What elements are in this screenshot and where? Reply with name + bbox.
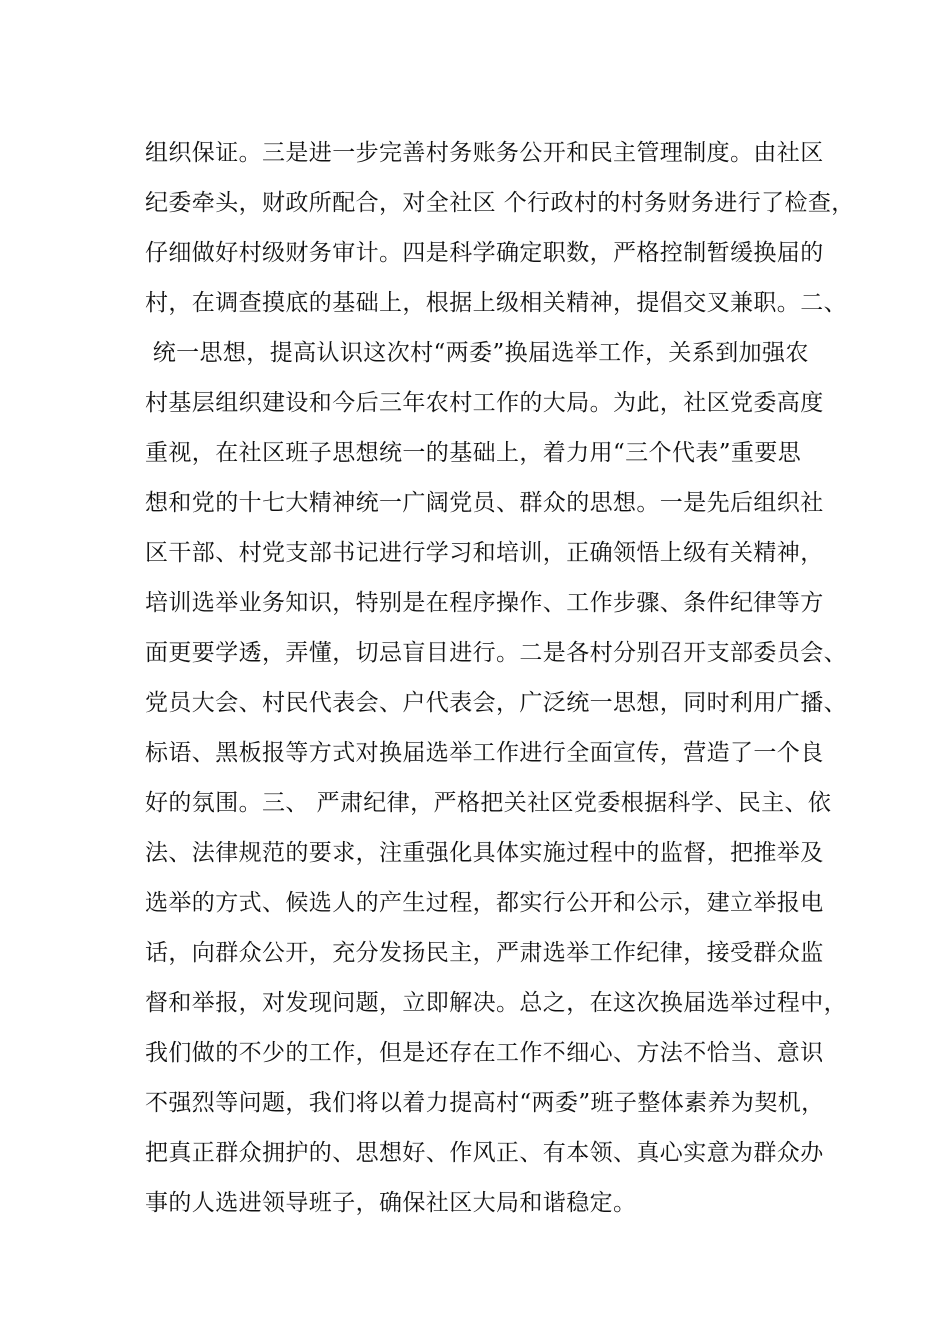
- text-line: 村，在调查摸底的基础上，根据上级相关精神，提倡交叉兼职。二、: [145, 290, 847, 316]
- text-line: 我们做的不少的工作，但是还存在工作不细心、方法不恰当、意识: [145, 1040, 824, 1066]
- text-line: 村基层组织建设和今后三年农村工作的大局。为此，社区党委高度: [145, 390, 824, 416]
- text-line: 纪委牵头，财政所配合，对全社区 个行政村的村务财务进行了检查，: [145, 190, 855, 216]
- text-line: 统一思想，提高认识这次村“两委”换届选举工作，关系到加强农: [145, 340, 809, 366]
- text-line: 区干部、村党支部书记进行学习和培训，正确领悟上级有关精神，: [145, 540, 824, 566]
- text-line: 仔细做好村级财务审计。四是科学确定职数，严格控制暂缓换届的: [145, 240, 824, 266]
- text-line: 培训选举业务知识，特别是在程序操作、工作步骤、条件纪律等方: [145, 590, 824, 616]
- text-line: 事的人选进领导班子，确保社区大局和谐稳定。: [145, 1190, 637, 1216]
- text-line: 党员大会、村民代表会、户代表会，广泛统一思想，同时利用广播、: [145, 690, 847, 716]
- text-line: 标语、黑板报等方式对换届选举工作进行全面宣传，营造了一个良: [145, 740, 824, 766]
- text-line: 把真正群众拥护的、思想好、作风正、有本领、真心实意为群众办: [145, 1140, 824, 1166]
- text-line: 督和举报，对发现问题，立即解决。总之，在这次换届选举过程中，: [145, 990, 847, 1016]
- body-text: [145, 128, 855, 1228]
- text-line: 选举的方式、候选人的产生过程，都实行公开和公示，建立举报电: [145, 890, 824, 916]
- text-line: 法、法律规范的要求，注重强化具体实施过程中的监督，把推举及: [145, 840, 824, 866]
- text-line: 想和党的十七大精神统一广阔党员、群众的思想。一是先后组织社: [145, 490, 824, 516]
- text-line: 面更要学透，弄懂，切忌盲目进行。二是各村分别召开支部委员会、: [145, 640, 847, 666]
- text-line: 组织保证。三是进一步完善村务账务公开和民主管理制度。由社区: [145, 140, 824, 166]
- text-line: 好的氛围。三、 严肃纪律，严格把关社区党委根据科学、民主、依: [145, 790, 832, 816]
- text-line: 重视，在社区班子思想统一的基础上，着力用“三个代表”重要思: [145, 440, 802, 466]
- text-line: 不强烈等问题，我们将以着力提高村“两委”班子整体素养为契机，: [145, 1090, 825, 1116]
- text-line: 话，向群众公开，充分发扬民主，严肃选举工作纪律，接受群众监: [145, 940, 824, 966]
